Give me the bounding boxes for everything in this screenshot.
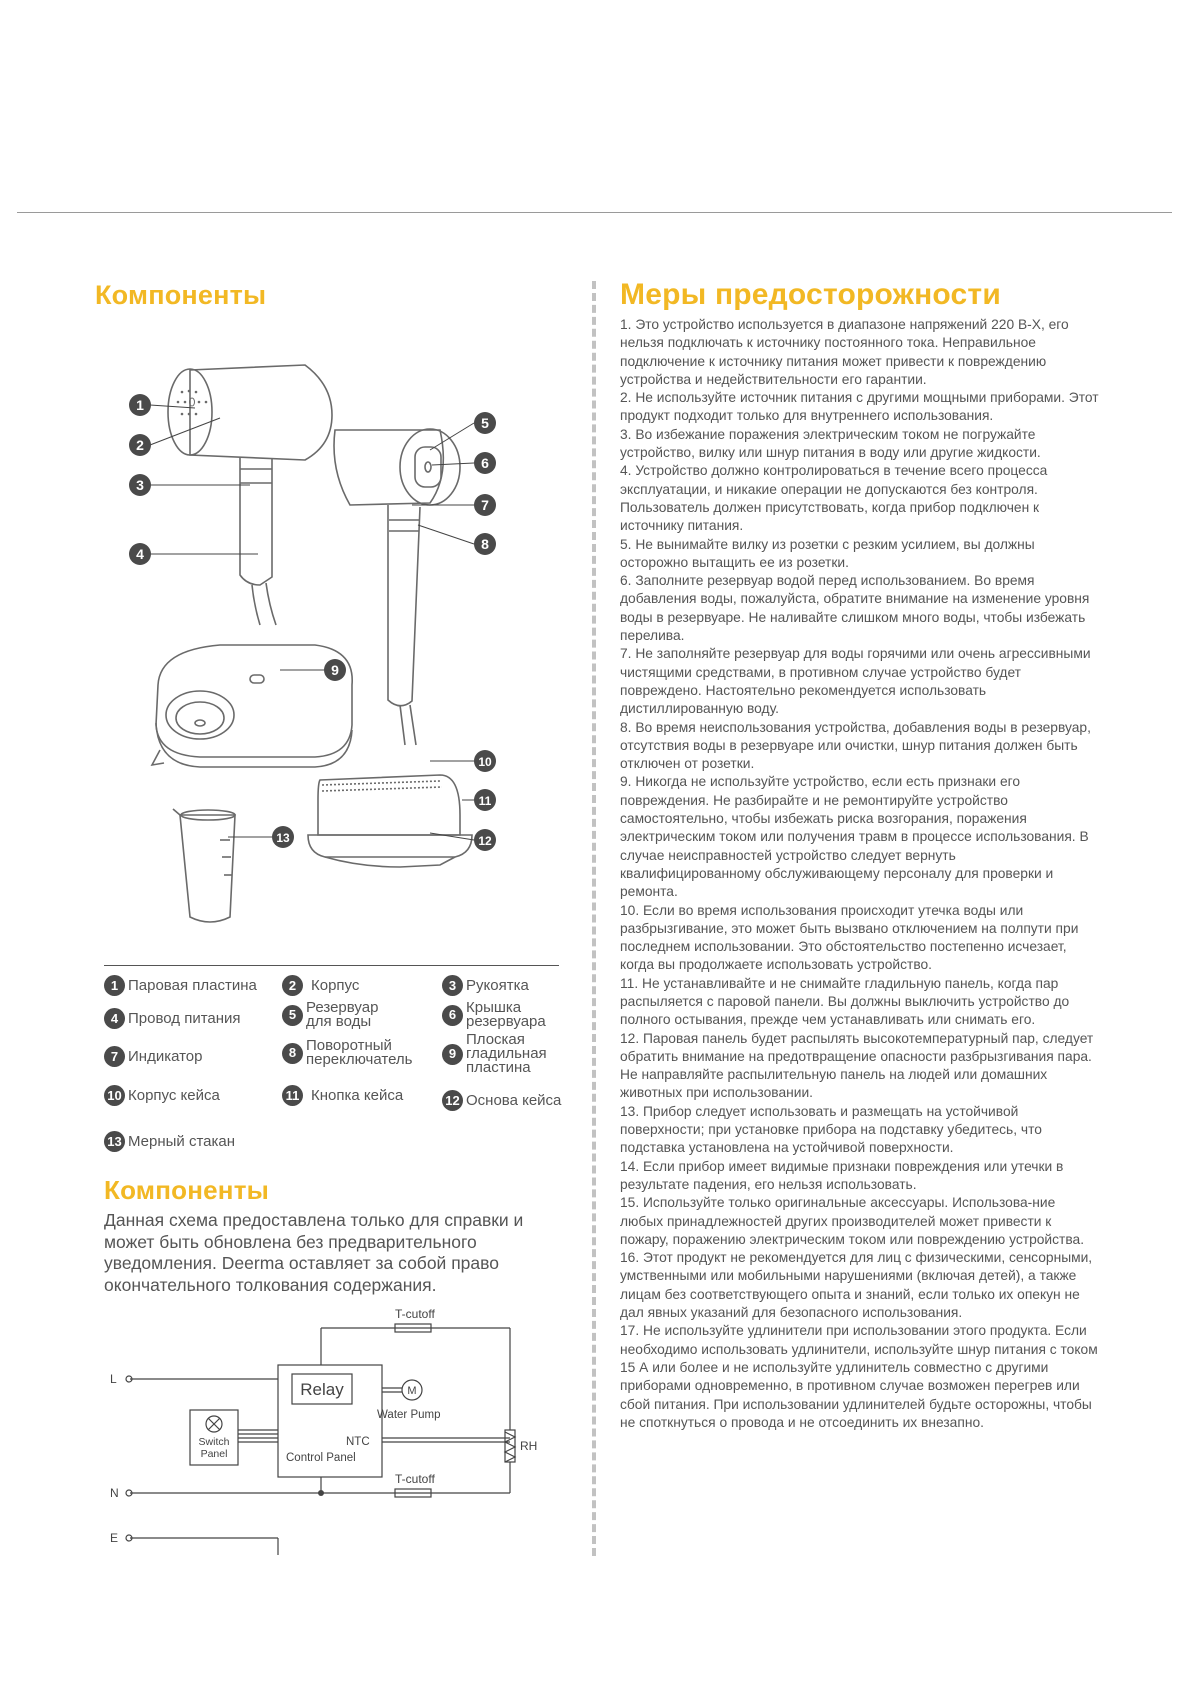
callout-2 bbox=[129, 434, 151, 456]
callout-13 bbox=[272, 826, 294, 848]
callout-3 bbox=[129, 474, 151, 496]
disclaimer-text: Данная схема предоставлена только для справки и может быть обновлена без предварительного уведомления. Deerma оставляет за собой право окончательного толкования содержания. bbox=[104, 1210, 524, 1295]
t-cutoff-bottom-label: T-cutoff bbox=[395, 1472, 435, 1486]
components-heading-2: Компоненты bbox=[104, 1175, 270, 1205]
circuit-diagram bbox=[100, 1300, 550, 1570]
precaution-item: 11. Не устанавливайте и не снимайте гладильную панель, когда пар распыляется с паровой панели. Вы должны выключить устройство до полного остывания, прежде чем устанавливать или снимать его. bbox=[620, 975, 1070, 1028]
precaution-item: 12. Паровая панель будет распылять высокотемпературный пар, следует обратить внимание на предотвращение опасности разбрызгивания пара. Не направляйте распылительную панель на людей или домашних животных при использовании. bbox=[620, 1030, 1094, 1101]
precautions-list bbox=[620, 316, 1100, 1432]
measuring-cup-illustration bbox=[173, 809, 235, 922]
legend-item-5: 5 Резервуар для воды bbox=[282, 1001, 378, 1029]
precaution-item: 5. Не вынимайте вилку из розетки с резким усилием, вы должны осторожно вытащить ее из розетки. bbox=[620, 536, 1035, 570]
relay-label: Relay bbox=[300, 1380, 344, 1399]
panel-label: Panel bbox=[200, 1448, 228, 1460]
precaution-item: 2. Не используйте источник питания с другими мощными приборами. Этот продукт подходит только для внутреннего использования. bbox=[620, 390, 1099, 424]
callout-4 bbox=[129, 543, 151, 565]
svg-text:8: 8 bbox=[481, 536, 489, 552]
svg-text:11: 11 bbox=[478, 794, 492, 808]
precaution-item: 8. Во время неиспользования устройства, добавления воды в резервуар, отсутствия воды в резервуаре или очистки, шнур питания должен быть отключен от розетки. bbox=[620, 719, 1091, 772]
callout-10 bbox=[474, 750, 496, 772]
precaution-item: 17. Не используйте удлинители при использовании этого продукта. Если необходимо использовать удлинители, используйте шнур питания с током 15 А или более и не используйте удлинитель совместно с другими приборами одновременно, в противном случае возможен перегрев или сбой питания. При использовании удлинителей будьте осторожны, чтобы не споткнуться о провода и не отсоединить их внезапно. bbox=[620, 1323, 1098, 1430]
svg-text:9: 9 bbox=[331, 662, 339, 678]
t-cutoff-top-label: T-cutoff bbox=[395, 1307, 435, 1321]
l-label: L bbox=[110, 1372, 117, 1386]
precautions-heading: Меры предосторожности bbox=[620, 278, 1001, 311]
precaution-item: 16. Этот продукт не рекомендуется для лиц с физическими, сенсорными, умственными или мобильными нарушениями (включая детей), а также лицам без соответствующего опыта и знаний, если только их опекун не дал явных указаний для безопасного использования. bbox=[620, 1250, 1093, 1321]
callout-12 bbox=[474, 829, 496, 851]
legend-item-10: 10 Корпус кейса bbox=[104, 1085, 220, 1106]
legend-item-11: 11 Кнопка кейса bbox=[282, 1085, 403, 1106]
svg-text:3: 3 bbox=[136, 477, 144, 493]
ntc-label: NTC bbox=[346, 1436, 370, 1448]
precaution-item: 13. Прибор следует использовать и размещать на устойчивой поверхности; при установке прибора на подставку убедитесь, что подставка установлена на устойчивой поверхности. bbox=[620, 1103, 1042, 1156]
water-pump-label: Water Pump bbox=[377, 1409, 441, 1421]
legend-item-12: 12 Основа кейса bbox=[442, 1090, 561, 1111]
case-illustration bbox=[308, 775, 472, 867]
rh-label: RH bbox=[520, 1439, 538, 1453]
callout-7 bbox=[474, 494, 496, 516]
callout-9 bbox=[324, 659, 346, 681]
motor-label: M bbox=[407, 1385, 417, 1397]
header-rule bbox=[17, 212, 1172, 213]
legend-item-13: 13 Мерный стакан bbox=[104, 1131, 235, 1152]
precaution-item: 4. Устройство должно контролироваться в течение всего процесса эксплуатации, и никакие операции не допускаются без контроля. Пользователь должен присутствовать, когда прибор подключен к источнику питания. bbox=[620, 463, 1048, 534]
svg-text:12: 12 bbox=[478, 834, 492, 848]
svg-text:5: 5 bbox=[481, 415, 489, 431]
steamer-front-illustration bbox=[168, 365, 332, 625]
precaution-item: 15. Используйте только оригинальные аксессуары. Использова-ние любых принадлежностей других производителей может привести к пожару, поражению электрическим током или повреждению устройства. bbox=[620, 1195, 1085, 1247]
switch-label: Switch bbox=[198, 1436, 230, 1448]
n-label: N bbox=[110, 1486, 119, 1500]
svg-text:10: 10 bbox=[478, 755, 492, 769]
legend-item-4: 4 Провод питания bbox=[104, 1008, 241, 1029]
legend-item-1: 1 Паровая пластина bbox=[104, 975, 257, 996]
legend-item-7: 7 Индикатор bbox=[104, 1046, 203, 1067]
precaution-item: 1. Это устройство используется в диапазоне напряжений 220 В-Х, его нельзя подключать к источнику постоянного тока. Неправильное подключение к источнику питания может привести к повреждению устройства и недействительности его гарантии. bbox=[620, 317, 1069, 387]
svg-text:4: 4 bbox=[136, 546, 144, 562]
legend-item-3: 3 Рукоятка bbox=[442, 975, 529, 996]
components-heading: Компоненты bbox=[95, 280, 267, 310]
precaution-item: 3. Во избежание поражения электрическим током не погружайте устройство, вилку или шнур питания в воду или другие жидкости. bbox=[620, 426, 1041, 461]
callout-6 bbox=[474, 452, 496, 474]
legend-item-6: 6 Крышка резервуара bbox=[442, 1001, 546, 1029]
svg-text:7: 7 bbox=[481, 497, 489, 513]
precaution-item: 7. Не заполняйте резервуар для воды горячими или очень агрессивными чистящими средствами, в противном случае устройство будет повреждено. Настоятельно рекомендуется использовать дистиллированную воду. bbox=[620, 646, 1091, 717]
svg-text:1: 1 bbox=[136, 397, 144, 413]
legend-item-8: 8 Поворотный переключатель bbox=[282, 1039, 413, 1067]
e-label: E bbox=[110, 1531, 119, 1545]
column-divider bbox=[592, 281, 596, 1556]
callout-1 bbox=[129, 394, 151, 416]
callout-8 bbox=[474, 533, 496, 555]
precaution-item: 14. Если прибор имеет видимые признаки повреждения или утечки в результате падения, его нельзя использовать. bbox=[620, 1158, 1064, 1192]
svg-text:2: 2 bbox=[136, 437, 144, 453]
callout-11 bbox=[474, 789, 496, 811]
precaution-item: 9. Никогда не используйте устройство, если есть признаки его повреждения. Не разбирайте и не ремонтируйте устройство самостоятельно, чтобы избежать риска возгорания, поражения электрическим током или получения травм в процессе использования. В случае неисправностей устройство следует вернуть квалифицированному обслуживающему персоналу для проверки и ремонта. bbox=[620, 774, 1089, 900]
callout-5 bbox=[474, 412, 496, 434]
steamer-back-illustration bbox=[334, 429, 460, 745]
precaution-item: 6. Заполните резервуар водой перед использованием. Во время добавления воды, пожалуйста, обратите внимание на изменение уровня воды в резервуаре. Не наливайте слишком много воды, чтобы избежать перелива. bbox=[620, 573, 1090, 644]
legend-item-2: 2 Корпус bbox=[282, 975, 359, 996]
legend-divider bbox=[104, 965, 559, 966]
svg-text:6: 6 bbox=[481, 455, 489, 471]
components-illustration bbox=[100, 345, 580, 945]
control-panel-label: Control Panel bbox=[286, 1452, 356, 1464]
svg-text:13: 13 bbox=[276, 831, 290, 845]
precaution-item: 10. Если во время использования происходит утечка воды или разбрызгивание, это может быть вызвано отключением на полпути при последнем использовании. Это обстоятельство постепенно исчезает, когда вы продолжаете использовать устройство. bbox=[620, 902, 1079, 973]
legend-item-9: 9 Плоская гладильная пластина bbox=[442, 1033, 547, 1075]
ironing-plate-illustration bbox=[152, 645, 352, 767]
